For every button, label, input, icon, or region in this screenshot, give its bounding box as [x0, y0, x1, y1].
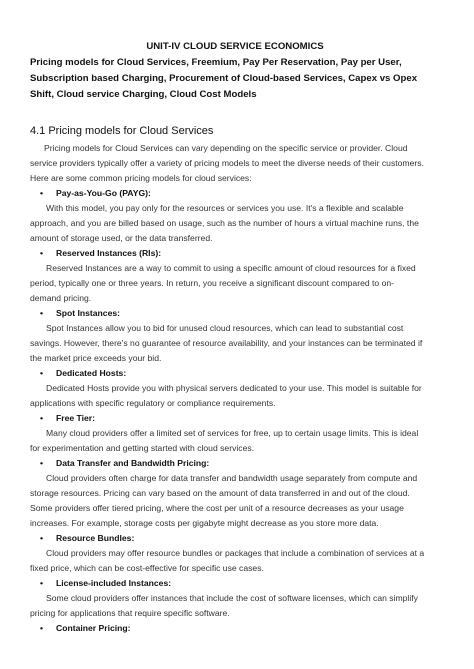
bullet-item	[30, 246, 440, 261]
bullet-icon: •	[40, 458, 44, 468]
model-name: Container Pricing:	[56, 623, 131, 633]
description-line: Some cloud providers offer instances that include the cost of software licenses, which can simplify	[46, 593, 418, 603]
model-name: Data Transfer and Bandwidth Pricing:	[56, 458, 210, 468]
description-line: increases. For example, storage costs per gigabyte might decrease as you store more data.	[30, 518, 379, 528]
description-line: Cloud providers may offer resource bundles or packages that include a combination of services at a	[46, 548, 425, 558]
document-page	[30, 40, 440, 636]
description-line: Dedicated Hosts provide you with physical servers dedicated to your use. This model is suitable for	[46, 383, 422, 393]
model-name: License-included Instances:	[56, 578, 172, 588]
description-line: storage resources. Pricing can vary based on the amount of data transferred in and out of the cloud.	[30, 488, 410, 498]
description-line: approach, and you are billed based on usage, such as the number of hours a virtual machine runs, the	[30, 218, 419, 228]
model-description	[30, 471, 440, 531]
model-description	[30, 321, 440, 366]
topics-line: Subscription based Charging, Procurement of Cloud-based Services, Capex vs Opex	[30, 73, 418, 84]
unit-title: UNIT-IV CLOUD SERVICE ECONOMICS	[146, 41, 324, 52]
intro-paragraph	[30, 141, 440, 186]
model-description	[30, 546, 440, 576]
description-line: Reserved Instances are a way to commit to using a specific amount of cloud resources for a fixed	[46, 263, 416, 273]
bullet-item	[30, 366, 440, 381]
bullet-icon: •	[40, 623, 44, 633]
intro-line: Pricing models for Cloud Services can vary depending on the specific service or provider. Cloud	[44, 143, 408, 153]
description-line: Spot Instances allow you to bid for unused cloud resources, which can lead to substantial cost	[46, 323, 404, 333]
model-description	[30, 381, 440, 411]
bullet-item	[30, 186, 440, 201]
description-line: fixed price, which can be cost-effective for specific use cases.	[30, 563, 264, 573]
description-line: pricing for applications that require specific software.	[30, 608, 230, 618]
bullet-icon: •	[40, 248, 44, 258]
topics-line: Pricing models for Cloud Services, Freemium, Pay Per Reservation, Pay per User,	[30, 57, 402, 68]
description-line: period, typically one or three years. In return, you receive a significant discount compared to on-	[30, 278, 394, 288]
model-description	[30, 201, 440, 246]
bullet-item	[30, 306, 440, 321]
model-name: Spot Instances:	[56, 308, 120, 318]
bullet-item	[30, 531, 440, 546]
description-line: for experimentation and getting started with cloud services.	[30, 443, 255, 453]
bullet-item	[30, 456, 440, 471]
bullet-icon: •	[40, 368, 44, 378]
description-line: savings. However, there's no guarantee of resource availability, and your instances can be terminated if	[30, 338, 423, 348]
description-line: amount of storage used, or the data transferred.	[30, 233, 213, 243]
bullet-item	[30, 621, 440, 636]
bullet-icon: •	[40, 188, 44, 198]
bullet-icon: •	[40, 308, 44, 318]
model-name: Resource Bundles:	[56, 533, 135, 543]
model-name: Free Tier:	[56, 413, 96, 423]
description-line: With this model, you pay only for the resources or services you use. It's a flexible and scalable	[46, 203, 404, 213]
section-heading: 4.1 Pricing models for Cloud Services	[30, 125, 214, 137]
description-line: Many cloud providers offer a limited set of services for free, up to certain usage limits. This is ideal	[46, 428, 419, 438]
bullet-icon: •	[40, 413, 44, 423]
model-description	[30, 591, 440, 621]
topics-line: Shift, Cloud service Charging, Cloud Cost Models	[30, 89, 257, 100]
description-line: the market price exceeds your bid.	[30, 353, 162, 363]
model-name: Dedicated Hosts:	[56, 368, 127, 378]
model-description	[30, 261, 440, 306]
description-line: Some providers offer tiered pricing, where the cost per unit of a resource decreases as your usage	[30, 503, 404, 513]
model-name: Pay-as-You-Go (PAYG):	[56, 188, 151, 198]
description-line: applications with specific regulatory or compliance requirements.	[30, 398, 276, 408]
model-description	[30, 426, 440, 456]
bullet-item	[30, 411, 440, 426]
intro-line: service providers typically offer a variety of pricing models to meet the diverse needs of their customers.	[30, 158, 424, 168]
bullet-icon: •	[40, 578, 44, 588]
bullet-item	[30, 576, 440, 591]
topics-list	[30, 55, 440, 103]
description-line: Cloud providers often charge for data transfer and bandwidth usage separately from compute and	[46, 473, 418, 483]
bullet-icon: •	[40, 533, 44, 543]
model-name: Reserved Instances (RIs):	[56, 248, 162, 258]
intro-line: Here are some common pricing models for cloud services:	[30, 173, 252, 183]
description-line: demand pricing.	[30, 293, 92, 303]
